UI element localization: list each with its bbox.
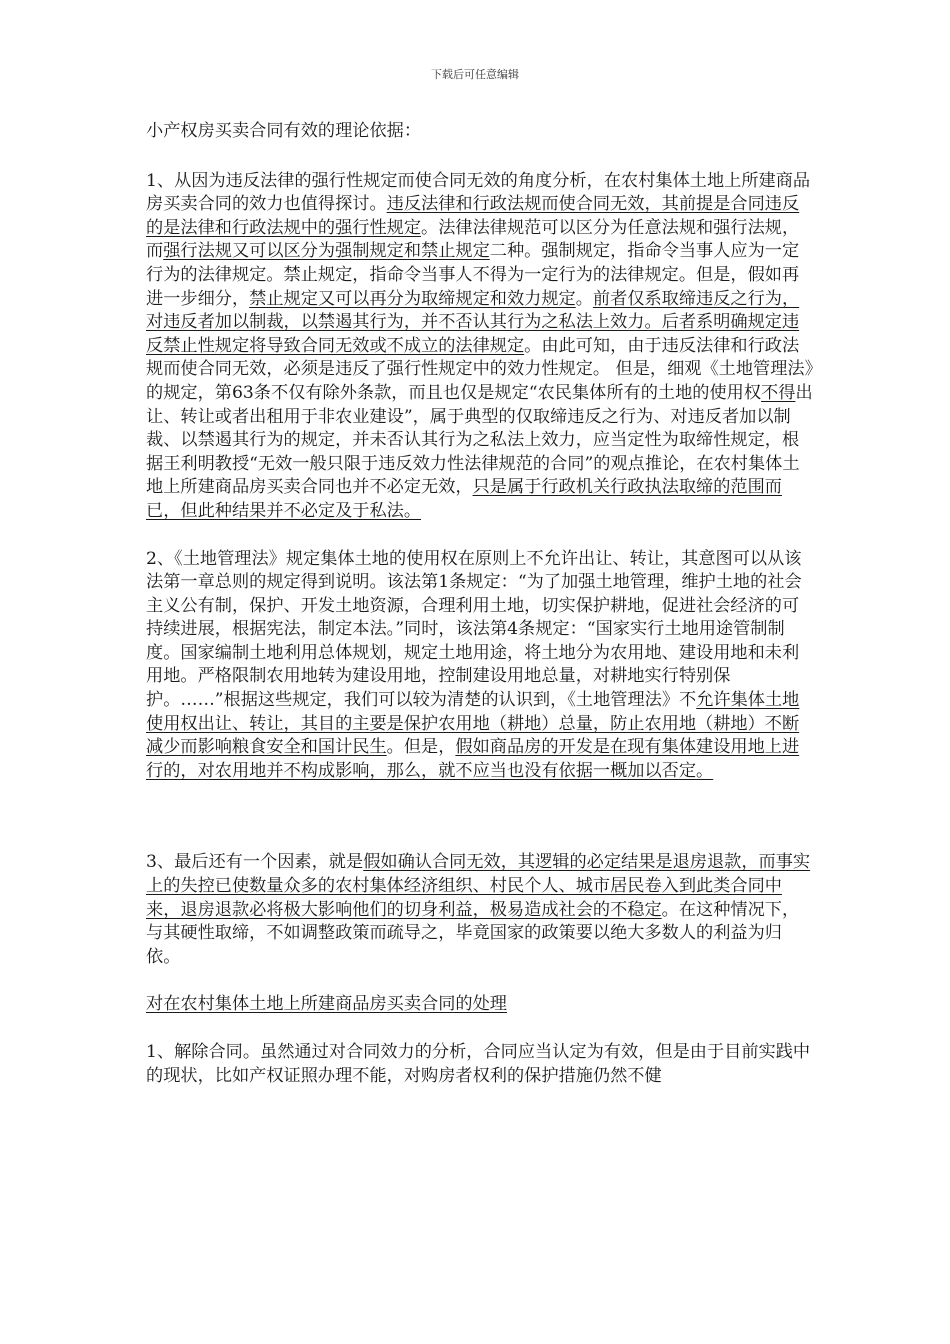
underlined-text: 违反法律和行政法规而使合同无效，其前提是合同违反的是法律和行政法规中的强行性规定	[146, 194, 800, 238]
text-run: 出让、转让或者出租用于非农业建设”，属于典型的仅取缔违反之行为、对违反者加以制裁、以禁遏其行为的规定，并未否认其行为之私法上效力，应当定性为取缔性规定，根据王利明教授“无效一般只限于违反效力性法律规范的合同”的观点推论，在农村集体土地上所建商品房买卖合同也并不必定无效，	[146, 382, 813, 498]
document-body	[146, 120, 816, 1088]
text-run: 1、从因为违反法律的强行性规定而使合同无效的角度分析，在农村集体土地上所建商品房买卖合同的效力也值得探讨。	[146, 170, 811, 215]
paragraph-4: 1、解除合同。虽然通过对合同效力的分析，合同应当认定为有效，但是由于目前实践中的现状，比如产权证照办理不能，对购房者权利的保护措施仍然不健	[146, 1042, 811, 1086]
text-run: 。由此可知，由于违反法律和行政法规而使合同无效，必须是违反了强行性规定中的效力性规定。 但是，细观《土地管理法》的规定，第63条不仅有除外条款，而且也仅是规定“农民集体所有的土地的使用权	[146, 335, 814, 403]
text-run: 3、最后还有一个因素，就是	[146, 852, 364, 873]
text-run: 。但是，	[386, 737, 456, 758]
underlined-text: 只是属于行政机关行政执法取缔的范围而已，但此种结果并不必定及于私法。	[146, 477, 782, 521]
page-header: 下载后可任意编辑	[431, 68, 519, 81]
underlined-text: 禁止规定又可以再分为取缔规定和效力规定	[249, 288, 576, 309]
underlined-text: 强行法规又可以区分为强制规定和禁止规定	[163, 241, 490, 262]
paragraph-2	[146, 548, 816, 784]
text-run: 2、《土地管理法》规定集体土地的使用权在原则上不允许出让、转让，其意图可以从该法第一章总则的规定得到说明。该法第1条规定：“为了加强土地管理，维护土地的社会主义公有制，保护、开发土地资源，合理利用土地，切实保护耕地，促进社会经济的可持续进展，根据宪法，制定本法。”同时，该法第4条规定：“国家实行土地用途管制制度。国家编制土地利用总体规划，规定土地用途，将土地分为农用地、建设用地和未利用地。严格限制农用地转为建设用地，控制建设用地总量，对耕地实行特别保护。……”根据这些规定，我们可以较为清楚的认识到，《土地管理法》不	[146, 548, 802, 711]
paragraph-1	[146, 170, 816, 524]
underlined-text: 前者仅系取缔违反之行为，对违反者加以制裁，以禁遏其行为，并不否认其行为之私法上效力。后者系明确规定违反禁止性规定将导致合同无效或不成立的法律规定	[146, 288, 800, 356]
text-run: 。	[575, 288, 593, 309]
underlined-text: 不得	[761, 382, 796, 403]
text-run: 二种。强制规定，指命令当事人应为一定行为的法律规定。禁止规定，指命令当事人不得为一定行为的法律规定。但是，假如再进一步细分，	[146, 241, 800, 309]
underlined-text: 假如确认合同无效，其逻辑的必定结果是退房退款，而事实上的失控已使数量众多的农村集体经济组织、村民个人、城市居民卷入到此类合同中来，退房退款必将极大影响他们的切身利益，极易造成社会的不稳定	[146, 852, 811, 920]
text-run: 。在这种情况下，与其硬性取缔，不如调整政策而疏导之，毕竟国家的政策要以绝大多数人的利益为归依。	[146, 899, 800, 967]
underlined-text: 允许集体土地使用权出让、转让，其目的主要是保护农用地（耕地）总量，防止农用地（耕地）不断减少而影响粮食安全和国计民生	[146, 690, 800, 758]
paragraph-3	[146, 851, 816, 969]
section-title: 小产权房买卖合同有效的理论依据：	[146, 121, 422, 141]
underlined-text: 假如商品房的开发是在现有集体建设用地上进行的，对农用地并不构成影响，那么，就不应当也没有依据一概加以否定。	[146, 737, 800, 781]
section-heading-2: 对在农村集体土地上所建商品房买卖合同的处理	[146, 994, 507, 1015]
text-run: 。法律法律规范可以区分为任意法规和强行法规，而	[146, 217, 800, 262]
